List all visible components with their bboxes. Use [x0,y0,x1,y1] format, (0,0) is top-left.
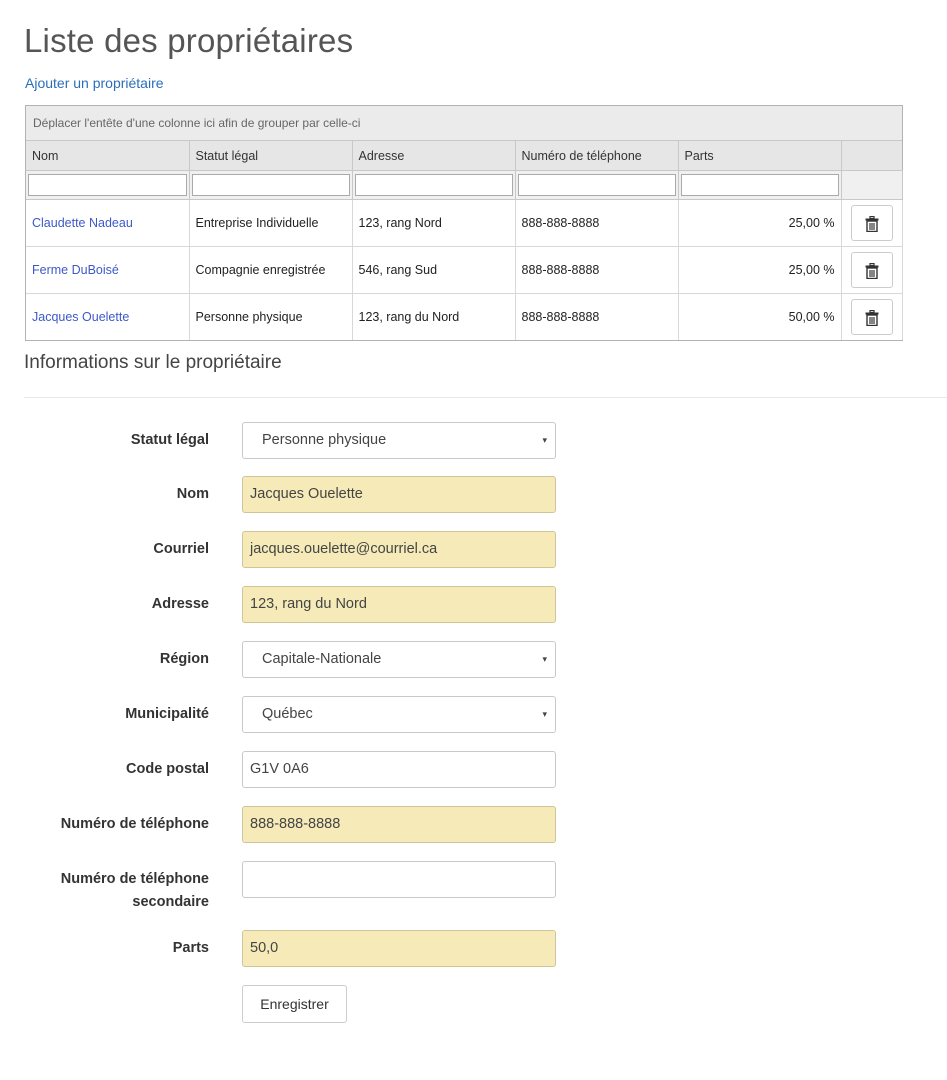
owner-telephone: 888-888-8888 [515,247,678,294]
municipalite-select-value: Québec [262,706,313,722]
region-select-value: Capitale-Nationale [262,651,382,667]
code-postal-field[interactable]: G1V 0A6 [242,751,556,788]
delete-button[interactable] [851,299,893,335]
parts-field[interactable]: 50,0 [242,930,556,967]
owner-statut: Entreprise Individuelle [189,200,352,247]
owners-table [26,141,903,340]
owner-statut: Personne physique [189,294,352,341]
table-row [26,294,902,341]
region-label: Région [159,651,209,667]
add-owner-link[interactable]: Ajouter un propriétaire [25,75,164,91]
page-title: Liste des propriétaires [24,22,354,59]
chevron-down-icon: ▾ [542,435,547,445]
trash-icon [865,263,879,279]
chevron-down-icon: ▾ [542,709,547,719]
filter-cell-empty [841,171,902,200]
statut-select[interactable] [242,422,556,459]
owner-telephone: 888-888-8888 [515,200,678,247]
column-header-actions [841,141,902,171]
column-header-telephone[interactable]: Numéro de téléphone [515,141,678,171]
telephone-label: Numéro de téléphone [60,816,209,832]
trash-icon [865,310,879,326]
filter-row [26,171,902,200]
column-header-parts[interactable]: Parts [678,141,841,171]
section-divider [24,397,947,398]
owner-adresse: 123, rang du Nord [352,294,515,341]
statut-select-value: Personne physique [262,432,387,448]
nom-field[interactable]: Jacques Ouelette [242,476,556,513]
delete-cell [841,247,902,294]
filter-input-parts[interactable] [681,174,839,196]
telephone-secondaire-label-line1: Numéro de téléphone [60,871,209,887]
delete-cell [841,294,902,341]
owner-statut: Compagnie enregistrée [189,247,352,294]
municipalite-label: Municipalité [125,706,209,722]
filter-input-nom[interactable] [28,174,187,196]
save-button[interactable]: Enregistrer [242,985,347,1023]
owner-parts: 25,00 % [678,247,841,294]
telephone-secondaire-label-line2: secondaire [132,894,209,910]
column-header-statut[interactable]: Statut légal [189,141,352,171]
region-select[interactable] [242,641,556,678]
owner-name-link[interactable]: Claudette Nadeau [26,200,189,247]
owner-telephone: 888-888-8888 [515,294,678,341]
code-postal-label: Code postal [126,761,209,777]
municipalite-select[interactable] [242,696,556,733]
header-row [26,141,902,171]
owner-info-section-title: Informations sur le propriétaire [24,352,282,373]
delete-cell [841,200,902,247]
delete-button[interactable] [851,205,893,241]
column-header-adresse[interactable]: Adresse [352,141,515,171]
group-by-drop-zone[interactable]: Déplacer l'entête d'une colonne ici afin de grouper par celle-ci [26,106,902,141]
table-row [26,247,902,294]
owner-adresse: 546, rang Sud [352,247,515,294]
owner-parts: 25,00 % [678,200,841,247]
telephone-secondaire-field[interactable] [242,861,556,898]
owner-name-link[interactable]: Ferme DuBoisé [26,247,189,294]
trash-icon [865,216,879,232]
adresse-label: Adresse [151,596,209,612]
courriel-label: Courriel [153,541,209,557]
telephone-secondaire-label [61,868,209,914]
owner-adresse: 123, rang Nord [352,200,515,247]
parts-label: Parts [172,940,209,956]
table-row [26,200,902,247]
owner-parts: 50,00 % [678,294,841,341]
filter-input-adresse[interactable] [355,174,513,196]
adresse-field[interactable]: 123, rang du Nord [242,586,556,623]
courriel-field[interactable]: jacques.ouelette@courriel.ca [242,531,556,568]
delete-button[interactable] [851,252,893,288]
telephone-field[interactable]: 888-888-8888 [242,806,556,843]
chevron-down-icon: ▾ [542,654,547,664]
column-header-nom[interactable]: Nom [26,141,189,171]
owner-name-link[interactable]: Jacques Ouelette [26,294,189,341]
filter-input-telephone[interactable] [518,174,676,196]
filter-input-statut[interactable] [192,174,350,196]
nom-label: Nom [176,486,209,502]
statut-label: Statut légal [130,432,209,448]
owners-grid [25,105,903,341]
